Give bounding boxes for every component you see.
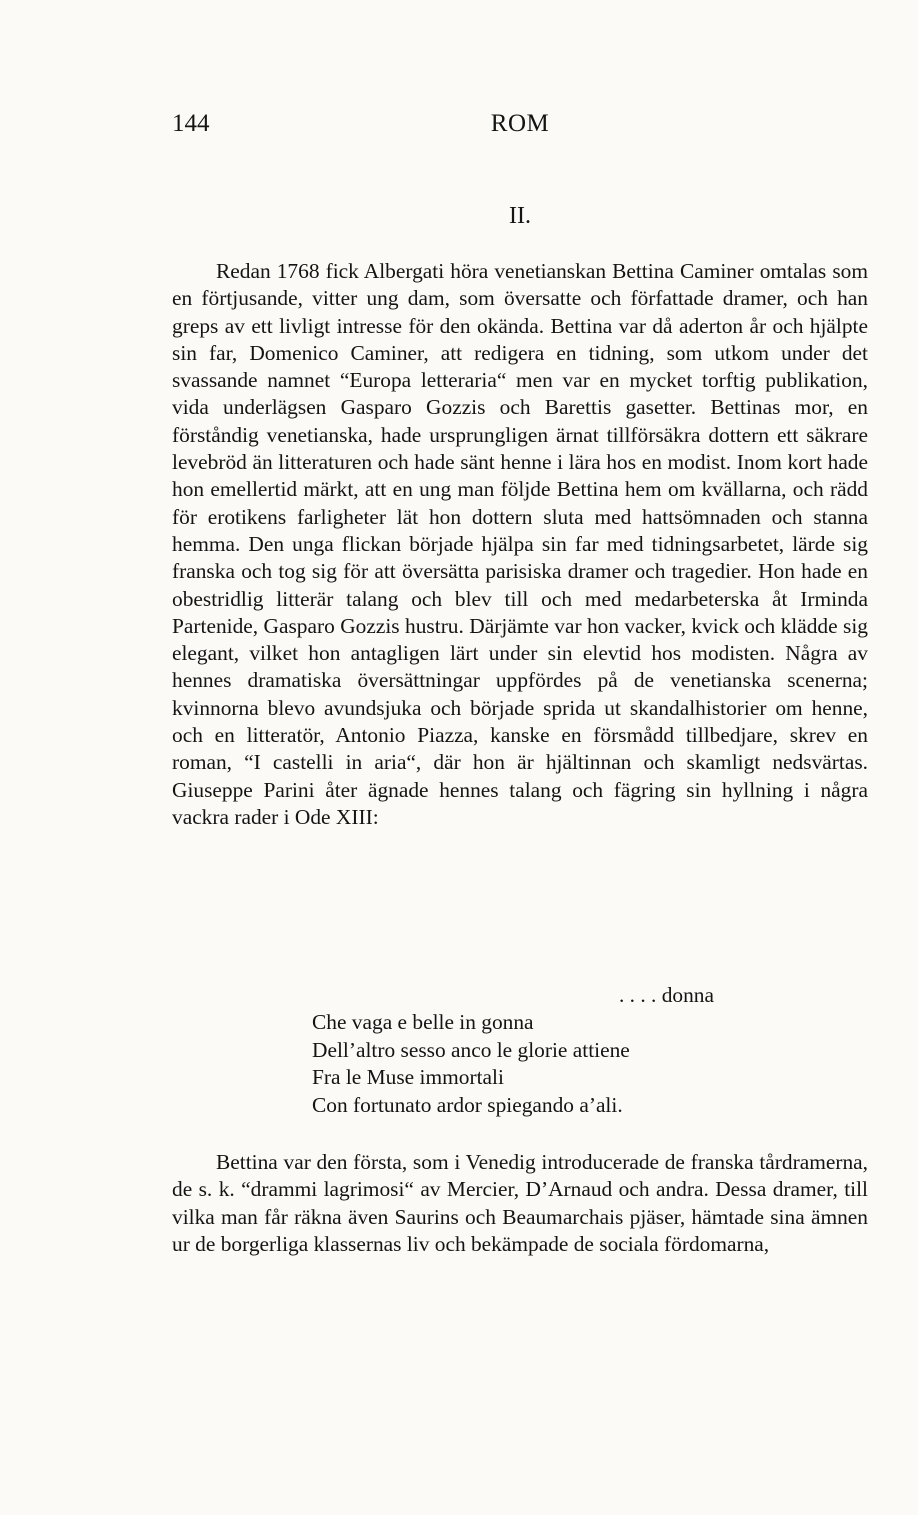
- paragraph-1: Redan 1768 fick Albergati höra venetianskan Bettina Caminer omtalas som en förtjusande, vitter ung dam, som översatte och författade dramer, och han greps av ett livligt intresse för den okända. Bettina var då aderton år och hjälpte sin far, Domenico Caminer, att redigera en tidning, som utkom under det svassande namnet “Europa letteraria“ men var en mycket torftig publikation, vida underlägsen Gasparo Gozzis och Barettis gasetter. Bettinas mor, en förståndig venetianska, hade ursprungligen ärnat tillförsäkra dottern ett säkrare levebröd än litteraturen och hade sänt henne i lära hos en modist. Inom kort hade hon emellertid märkt, att en ung man följde Bettina hem om kvällarna, och rädd för erotikens farligheter lät hon dottern sluta med hattsömnaden och stanna hemma. Den unga flickan började hjälpa sin far med tidningsarbetet, lärde sig franska och tog sig för att översätta parisiska dramer och tragedier. Hon hade en obestridlig litterär talang och blev till och med medarbeterska åt Irminda Partenide, Gasparo Gozzis hustru. Därjämte var hon vacker, kvick och klädde sig elegant, vilket hon antagligen lärt under sin elevtid hos modisten. Några av hennes dramatiska översättningar uppfördes på de venetianska scenerna; kvinnorna blevo avundsjuka och började sprida ut skandalhistorier om henne, och en litteratör, Antonio Piazza, kanske en försmådd tillbedjare, skrev en roman, “I castelli in aria“, där hon är hjältinnan och skamligt nedsvärtas. Giuseppe Parini åter ägnade hennes talang och fägring sin hyllning i några vackra rader i Ode XIII:: [172, 259, 868, 829]
- section-heading: II.: [509, 203, 531, 229]
- verse-line-4: Fra le Muse immortali: [312, 1065, 504, 1090]
- page-header: [172, 104, 868, 144]
- running-head: ROM: [490, 110, 550, 137]
- verse-line-1: . . . . donna: [618, 983, 714, 1007]
- paragraph-2: Bettina var den första, som i Venedig introducerade de franska tårdramerna, de s. k. “drammi lagrimosi“ av Mercier, D’Arnaud och andra. Dessa dramer, till vilka man får räkna även Saurins och Beaumarchais pjäser, hämtade sina ämnen ur de borgerliga klassernas liv och bekämpade de sociala fördomarna,: [172, 1150, 868, 1256]
- page-number: 144: [172, 110, 210, 137]
- verse-quote: [312, 982, 732, 1119]
- verse-line-2: Che vaga e belle in gonna: [312, 1010, 534, 1035]
- verse-line-3: Dell’altro sesso anco le glorie attiene: [312, 1037, 630, 1062]
- verse-line-5: Con fortunato ardor spiegando a’ali.: [312, 1092, 623, 1117]
